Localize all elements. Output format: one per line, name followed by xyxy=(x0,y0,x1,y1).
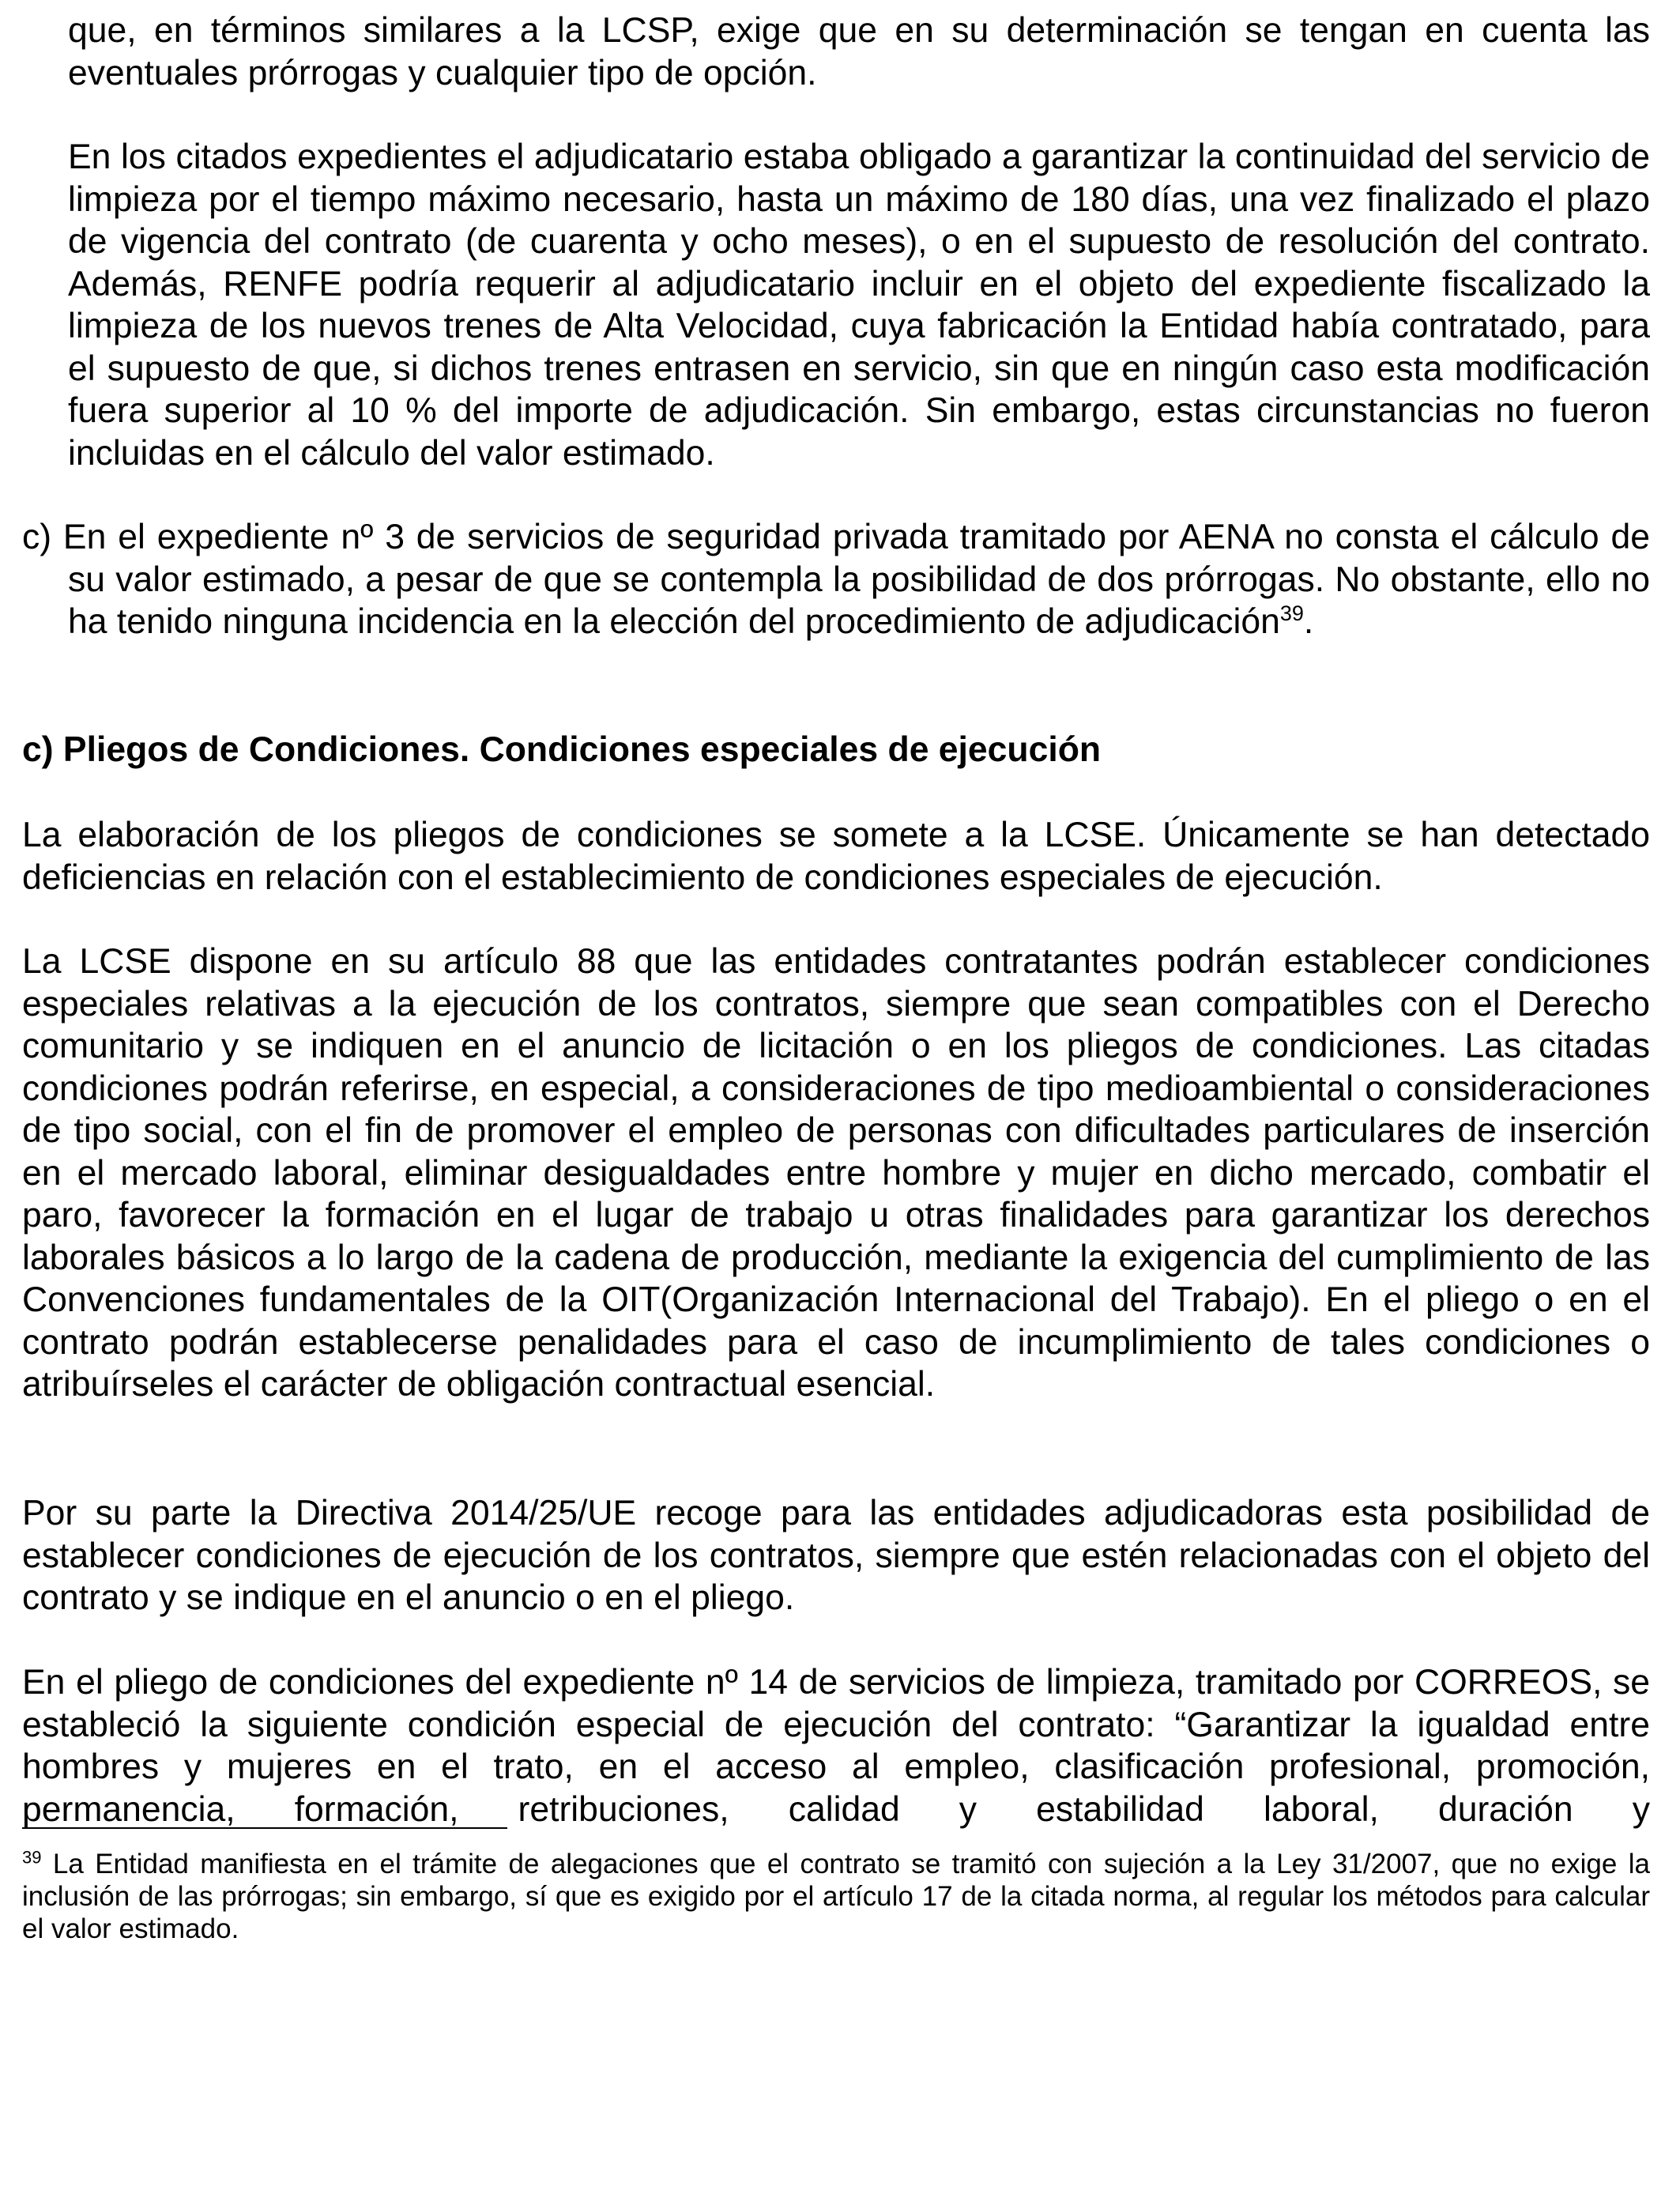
paragraph-renfe-cleaning: En los citados expedientes el adjudicatario estaba obligado a garantizar la continuidad del servicio de limpieza por el tiempo máximo necesario, hasta un máximo de 180 días, una vez finalizado el plazo de vigencia del contrato (de cuarenta y ocho meses), o en el supuesto de resolución del contrato. Además, RENFE podría requerir al adjudicatario incluir en el objeto del expediente fiscalizado la limpieza de los nuevos trenes de Alta Velocidad, cuya fabricación la Entidad había contratado, para el supuesto de que, si dichos trenes entrasen en servicio, sin que en ningún caso esta modificación fuera superior al 10 % del importe de adjudicación. Sin embargo, estas circunstancias no fueron incluidas en el cálculo del valor estimado. xyxy=(68,138,1650,473)
paragraph-lcse-art88: La LCSE dispone en su artículo 88 que las entidades contratantes podrán establecer condiciones especiales relativas a la ejecución de los contratos, siempre que sean compatibles con el Derecho comunitario y se indiquen en el anuncio de licitación o en los pliegos de condiciones. Las citadas condiciones podrán referirse, en especial, a consideraciones de tipo medioambiental o consideraciones de tipo social, con el fin de promover el empleo de personas con dificultades particulares de inserción en el mercado laboral, eliminar desigualdades entre hombre y mujer en dicho mercado, combatir el paro, favorecer la formación en el lugar de trabajo u otras finalidades para garantizar los derechos laborales básicos a lo largo de la cadena de producción, mediante la exigencia del cumplimiento de las Convenciones fundamentales de la OIT(Organización Internacional del Trabajo). En el pliego o en el contrato podrán establecerse penalidades para el caso de incumplimiento de tales condiciones o atribuírseles el carácter de obligación contractual esencial. xyxy=(22,942,1650,1404)
footnote-separator xyxy=(22,1827,507,1829)
footnote-text: La Entidad manifiesta en el trámite de alegaciones que el contrato se tramitó con sujeción a la Ley 31/2007, que no exige la inclusión de las prórrogas; sin embargo, sí que es exigido por el artículo 17 de la citada norma, al regular los métodos para calcular el valor estimado. xyxy=(22,1849,1650,1944)
footnote-ref-39[interactable]: 39 xyxy=(1279,601,1304,626)
paragraph-directiva: Por su parte la Directiva 2014/25/UE recoge para las entidades adjudicadoras esta posibilidad de establecer condiciones de ejecución de los contratos, siempre que estén relacionadas con el objeto del contrato y se indique en el anuncio o en el pliego. xyxy=(22,1494,1650,1617)
paragraph-correos: En el pliego de condiciones del expediente nº 14 de servicios de limpieza, tramitado por CORREOS, se estableció la siguiente condición especial de ejecución del contrato: “Garantizar la igualdad entre hombres y mujeres en el trato, en el acceso al empleo, clasificación profesional, promoción, permanencia, formación, retribuciones, calidad y estabilidad laboral, duración y xyxy=(22,1663,1650,1829)
footnote-number: 39 xyxy=(22,1847,42,1868)
paragraph-item-c-text: c) En el expediente nº 3 de servicios de seguridad privada tramitado por AENA no consta el cálculo de su valor estimado, a pesar de que se contempla la posibilidad de dos prórrogas. No obstante, ello no ha tenido ninguna incidencia en la elección del procedimiento de adjudicación xyxy=(22,518,1650,641)
footnote-39 xyxy=(22,1848,1650,1945)
section-heading: c) Pliegos de Condiciones. Condiciones especiales de ejecución xyxy=(22,730,1102,769)
paragraph-continuation: que, en términos similares a la LCSP, exige que en su determinación se tengan en cuenta las eventuales prórrogas y cualquier tipo de opción. xyxy=(68,11,1650,92)
paragraph-item-c-end: . xyxy=(1303,602,1314,641)
paragraph-item-c-aena xyxy=(22,516,1650,643)
paragraph-pliegos-intro: La elaboración de los pliegos de condiciones se somete a la LCSE. Únicamente se han detectado deficiencias en relación con el establecimiento de condiciones especiales de ejecución. xyxy=(22,816,1650,897)
